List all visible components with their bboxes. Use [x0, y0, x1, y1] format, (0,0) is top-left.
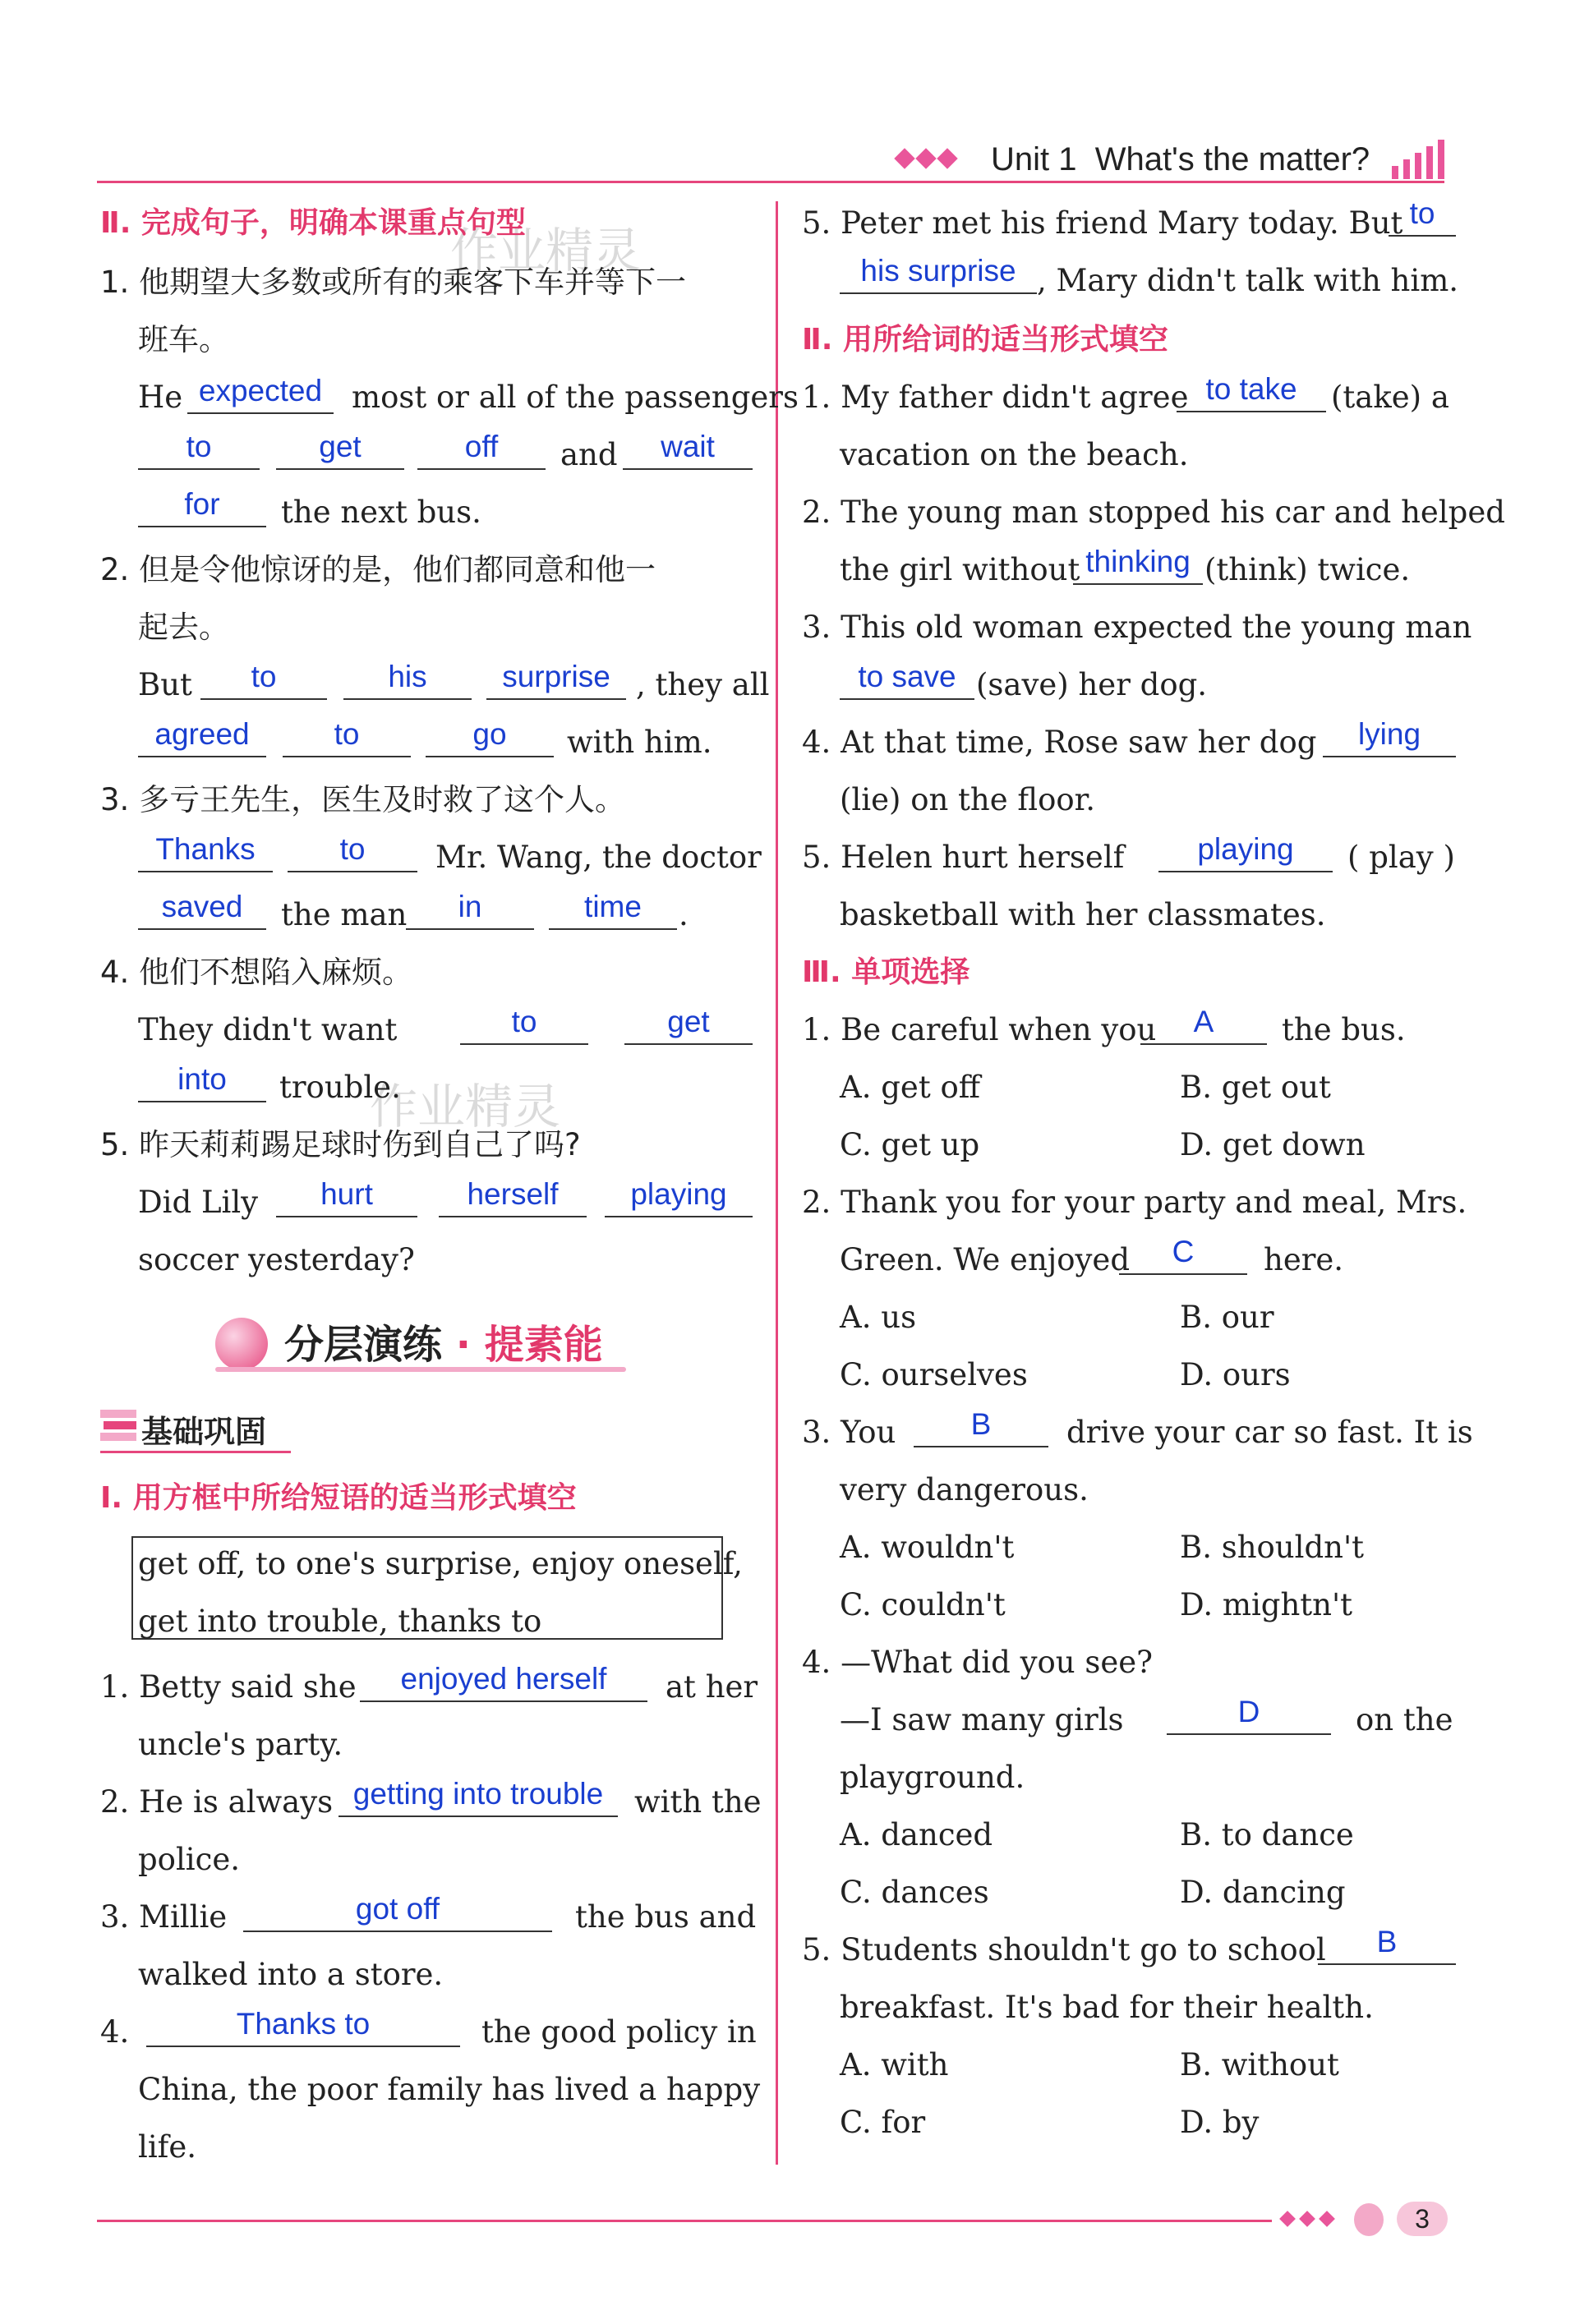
question-text: They didn't want [138, 1012, 398, 1047]
option-b[interactable]: B. without [1180, 2047, 1339, 2082]
column-divider [776, 201, 778, 2165]
bar-chart-icon [1389, 138, 1454, 181]
option-c[interactable]: C. dances [840, 1875, 989, 1910]
option-b[interactable]: B. our [1180, 1300, 1274, 1335]
question-text: Green. We enjoyed [840, 1242, 1131, 1277]
subsection-underline [100, 1451, 291, 1453]
question-cn: 1. 他期望大多数或所有的乘客下车并等下一 [100, 265, 687, 300]
option-c[interactable]: C. couldn't [840, 1587, 1006, 1622]
question-text: 2. The young man stopped his car and helped [802, 495, 1505, 530]
question-text: drive your car so fast. It is [1066, 1415, 1473, 1450]
question-text: ( play ) [1347, 840, 1455, 875]
answer-blank[interactable]: to save [840, 660, 974, 700]
answer-blank[interactable]: to [288, 833, 417, 872]
question-text: Did Lily [138, 1185, 259, 1220]
answer-blank[interactable]: saved [138, 890, 266, 930]
option-c[interactable]: C. for [840, 2105, 926, 2140]
question-text: 2. He is always [100, 1784, 334, 1820]
header-diamond-icon [894, 148, 914, 168]
answer-blank[interactable]: get [276, 430, 404, 470]
answer-blank[interactable]: to [1389, 197, 1456, 237]
question-text: the man [281, 897, 408, 932]
answer-blank[interactable]: D [1167, 1696, 1331, 1735]
answer-blank[interactable]: surprise [486, 660, 626, 700]
question-text: 5. Students shouldn't go to school [802, 1932, 1326, 1967]
question-text: , Mary didn't talk with him. [1037, 263, 1459, 298]
answer-blank[interactable]: playing [1158, 833, 1333, 872]
header-diamond-icon [915, 148, 936, 168]
question-text: vacation on the beach. [840, 437, 1189, 472]
footer-diamond-icon [1299, 2211, 1315, 2227]
header-title [991, 141, 1370, 178]
answer-blank[interactable]: for [138, 488, 266, 527]
answer-blank[interactable]: A [1140, 1006, 1267, 1045]
phrase-list: get off, to one's surprise, enjoy oneself, [138, 1546, 743, 1581]
question-text: here. [1264, 1242, 1344, 1277]
option-a[interactable]: A. danced [840, 1817, 993, 1852]
header-rule [97, 181, 1444, 183]
question-text: breakfast. It's bad for their health. [840, 1990, 1374, 2025]
answer-blank[interactable]: off [417, 430, 546, 470]
question-text: 4. [100, 2014, 130, 2050]
question-text: the good policy in [481, 2014, 757, 2050]
question-cn: 4. 他们不想陷入麻烦。 [100, 955, 413, 990]
question-text: 1. Betty said she [100, 1669, 357, 1705]
question-text: Mr. Wang, the doctor [435, 840, 762, 875]
answer-blank[interactable]: B [1318, 1926, 1456, 1965]
question-text: the next bus. [281, 495, 481, 530]
question-text: very dangerous. [840, 1472, 1089, 1507]
question-text: police. [138, 1842, 241, 1877]
question-text: (save) her dog. [976, 667, 1208, 702]
question-text: China, the poor family has lived a happy [138, 2072, 761, 2107]
option-d[interactable]: D. ours [1180, 1357, 1291, 1392]
question-text: the bus. [1282, 1012, 1406, 1047]
question-text: soccer yesterday? [138, 1242, 415, 1277]
option-a[interactable]: A. us [840, 1300, 917, 1335]
header-diamond-icon [937, 148, 957, 168]
question-text: the girl without [840, 552, 1080, 587]
question-text: He [138, 380, 183, 415]
question-text: on the [1356, 1702, 1453, 1737]
answer-blank[interactable]: to take [1177, 373, 1326, 412]
option-a[interactable]: A. get off [840, 1070, 981, 1105]
answer-blank[interactable]: to [283, 718, 411, 757]
question-text: 3. You [802, 1415, 896, 1450]
section-title: Ⅱ. 用所给词的适当形式填空 [802, 323, 1168, 357]
option-a[interactable]: A. wouldn't [840, 1530, 1015, 1565]
page-number: 3 [1397, 2202, 1448, 2236]
banner-dot: · [455, 1322, 471, 1368]
banner-ball-icon [215, 1318, 268, 1370]
answer-blank[interactable]: get [624, 1006, 753, 1045]
answer-blank[interactable]: playing [605, 1178, 753, 1217]
unit-label: Unit 1 [991, 141, 1077, 177]
section-title: Ⅲ. 单项选择 [802, 955, 970, 989]
question-text: (take) a [1331, 380, 1449, 415]
footer-diamond-icon [1279, 2211, 1296, 2227]
answer-blank[interactable]: to [200, 660, 327, 700]
question-text: 1. My father didn't agree [802, 380, 1189, 415]
question-cn: 3. 多亏王先生，医生及时救了这个人。 [100, 782, 626, 817]
answer-blank[interactable]: agreed [138, 718, 266, 757]
watermark: 作业精灵 [370, 1079, 561, 1134]
answer-blank[interactable]: Thanks [138, 833, 273, 872]
question-cn: 2. 但是令他惊讶的是，他们都同意和他一 [100, 552, 656, 587]
option-c[interactable]: C. get up [840, 1127, 980, 1162]
answer-blank[interactable]: in [406, 890, 534, 930]
question-text: 5. Helen hurt herself [802, 840, 1125, 875]
question-text: (think) twice. [1204, 552, 1411, 587]
question-text: But [138, 667, 192, 702]
question-text: most or all of the passengers [352, 380, 799, 415]
question-text: the bus and [575, 1899, 757, 1935]
option-d[interactable]: D. dancing [1180, 1875, 1346, 1910]
answer-blank[interactable]: lying [1323, 718, 1456, 757]
question-text: , they all [636, 667, 770, 702]
section-title: Ⅰ. 用方框中所给短语的适当形式填空 [100, 1481, 577, 1515]
answer-blank[interactable]: enjoyed herself [360, 1663, 647, 1702]
option-d[interactable]: D. by [1180, 2105, 1260, 2140]
answer-blank[interactable]: getting into trouble [339, 1778, 618, 1817]
question-cn: 起去。 [138, 610, 229, 645]
question-text: 5. Peter met his friend Mary today. But [802, 205, 1403, 241]
question-text: —I saw many girls [840, 1702, 1124, 1737]
question-text: 3. Millie [100, 1899, 228, 1935]
option-b[interactable]: B. to dance [1180, 1817, 1354, 1852]
question-text: 4. —What did you see? [802, 1645, 1153, 1680]
answer-blank[interactable]: thinking [1073, 545, 1203, 585]
question-text: life. [138, 2129, 197, 2165]
answer-blank[interactable]: B [914, 1408, 1048, 1447]
answer-blank[interactable]: got off [243, 1893, 552, 1932]
option-d[interactable]: D. get down [1180, 1127, 1366, 1162]
question-text: playground. [840, 1760, 1025, 1795]
phrase-list: get into trouble, thanks to [138, 1604, 542, 1639]
answer-blank[interactable]: to [460, 1006, 588, 1045]
answer-blank[interactable]: into [138, 1063, 266, 1102]
answer-blank[interactable]: his [343, 660, 472, 700]
option-a[interactable]: A. with [840, 2047, 949, 2082]
answer-blank[interactable]: herself [439, 1178, 587, 1217]
question-cn: 5. 昨天莉莉踢足球时伤到自己了吗? [100, 1127, 581, 1162]
section-title: Ⅱ. 完成句子，明确本课重点句型 [100, 206, 526, 240]
watermark: 作业精灵 [450, 223, 642, 278]
unit-title: What's the matter? [1094, 141, 1370, 177]
question-text: trouble. [279, 1070, 401, 1105]
question-text: and [560, 437, 618, 472]
question-text: uncle's party. [138, 1727, 343, 1762]
answer-blank[interactable]: Thanks to [146, 2008, 460, 2047]
answer-blank[interactable]: his surprise [840, 255, 1037, 294]
book-stack-icon [100, 1410, 138, 1443]
answer-blank[interactable]: go [426, 718, 554, 757]
option-b[interactable]: B. get out [1180, 1070, 1331, 1105]
answer-blank[interactable]: time [549, 890, 677, 930]
footer-bubble-icon [1354, 2203, 1384, 2236]
question-text: (lie) on the floor. [840, 782, 1096, 817]
option-d[interactable]: D. mightn't [1180, 1587, 1353, 1622]
question-text: 4. At that time, Rose saw her dog [802, 725, 1317, 760]
question-text: 1. Be careful when you [802, 1012, 1157, 1047]
footer-rule [97, 2220, 1272, 2222]
footer-diamond-icon [1319, 2211, 1335, 2227]
answer-blank[interactable]: hurt [276, 1178, 417, 1217]
question-text: basketball with her classmates. [840, 897, 1326, 932]
question-text: with him. [567, 725, 712, 760]
banner-title-b: 提素能 [484, 1322, 603, 1368]
question-cn: 班车。 [138, 322, 229, 357]
answer-blank[interactable]: wait [623, 430, 753, 470]
question-text: at her [666, 1669, 758, 1705]
question-text: 3. This old woman expected the young man [802, 610, 1472, 645]
banner-title-a: 分层演练 [284, 1322, 443, 1368]
option-c[interactable]: C. ourselves [840, 1357, 1028, 1392]
answer-blank[interactable]: expected [187, 375, 334, 414]
answer-blank[interactable]: to [138, 430, 260, 470]
answer-blank[interactable]: C [1119, 1236, 1247, 1275]
banner-title [284, 1313, 603, 1369]
question-text: walked into a store. [138, 1957, 444, 1992]
question-text: with the [634, 1784, 762, 1820]
option-b[interactable]: B. shouldn't [1180, 1530, 1365, 1565]
question-text: . [679, 897, 689, 932]
subsection-title: 基础巩固 [141, 1414, 267, 1450]
question-text: 2. Thank you for your party and meal, Mrs. [802, 1185, 1467, 1220]
